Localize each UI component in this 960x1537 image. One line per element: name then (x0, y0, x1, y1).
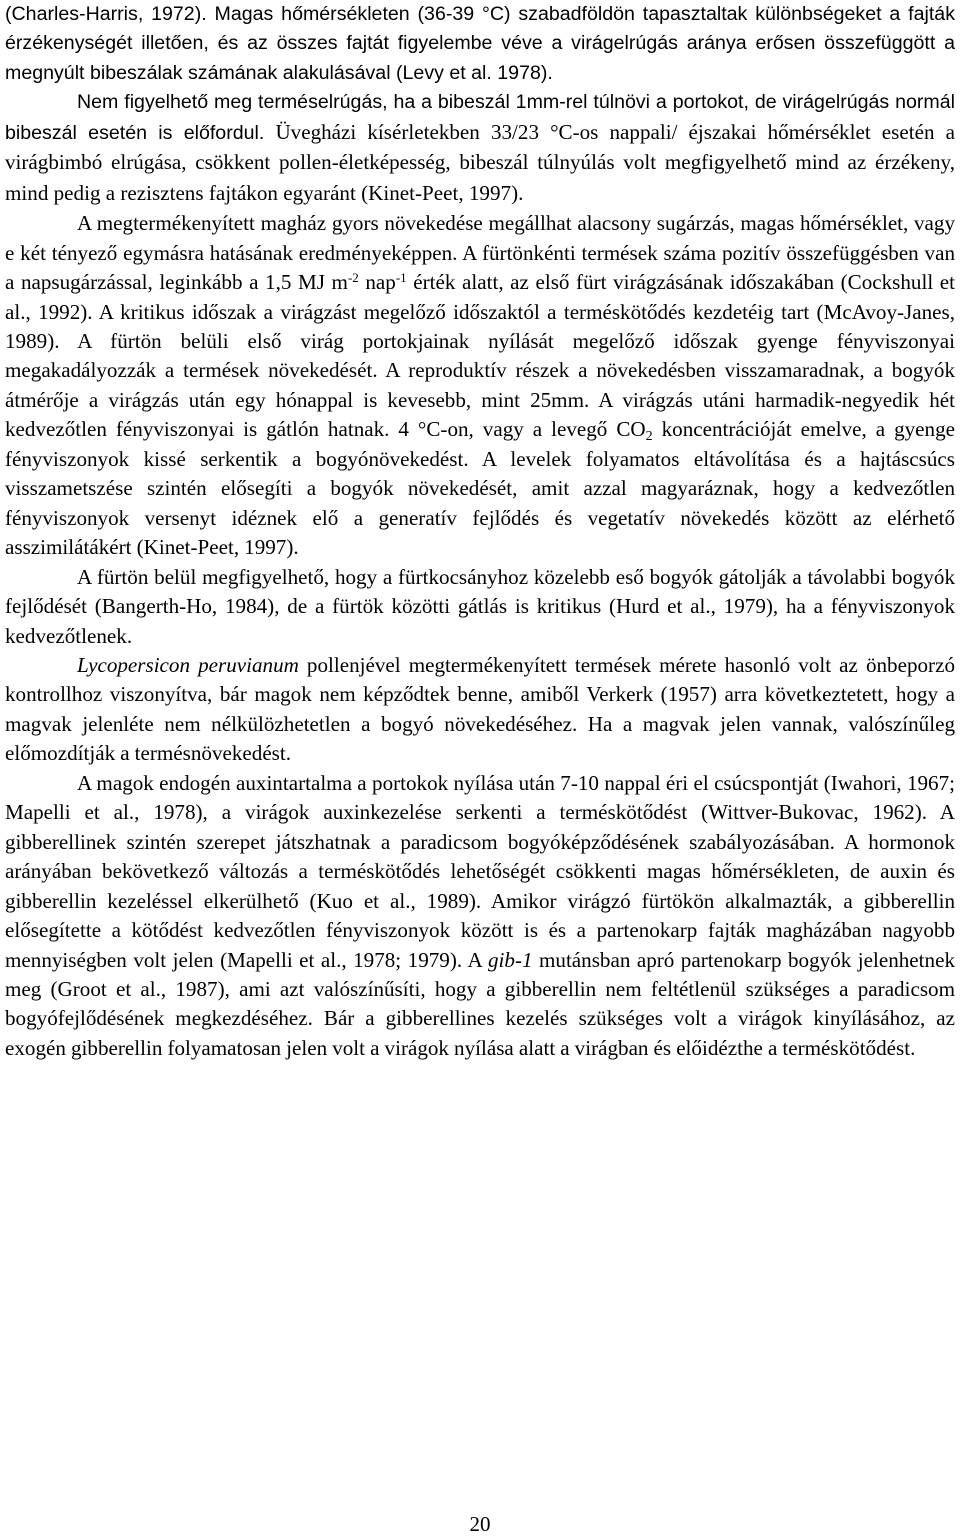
paragraph-6-segment: gib-1 (487, 947, 533, 972)
paragraph-3-segment: nap (358, 270, 396, 295)
paragraph-3-segment: koncentrációját emelve, a gyenge fényviszonyok kissé serkentik a bogyónövekedést. A levelek folyamatos eltávolítása és a hajtáscsúcs visszametszése szintén elősegíti a bogyók növekedését, amit azzal magyaráznak, hogy a kedvezőtlen fényviszonyok versenyt idéznek elő a generatív fejlődés és vegetatív növekedés között az elérhető asszimilátákért (Kinet-Peet, 1997). (5, 417, 955, 560)
paragraph-1-segment: (Charles-Harris, 1972). Magas hőmérsékleten (36-39 °C) szabadföldön tapasztaltak különbségeket a fajták érzékenységét illetően, és az összes fajtát figyelembe véve a virágelrúgás aránya erősen összefüggött a megnyúlt bibeszálak számának alakulásával (Levy et al. 1978). (5, 3, 955, 84)
paragraph-3-segment: A megtermékenyített magház gyors növekedése megállhat alacsony sugárzás, magas hőmérséklet, vagy e két tényező egymásra hatásának eredményeképpen. A fürtönkénti termések száma pozitív összefüggésben van a napsugárzással, leginkább a 1,5 MJ m (5, 211, 955, 295)
paragraph-6-segment: mutánsban apró partenokarp bogyók jelenhetnek meg (Groot et al., 1987), ami azt valószínűsíti, hogy a gibberellin nem feltétlenül szükséges a paradicsom bogyófejlődésének megkezdéséhez. Bár a gibberellines kezelés szükséges volt a virágok kinyílásához, az exogén gibberellin folyamatosan jelen volt a virágok nyílása alatt a virágban és előidézthe a terméskötődést. (5, 947, 955, 1060)
paragraph-5-segment: Lycopersicon peruvianum (77, 652, 299, 677)
paragraph-3-segment: -2 (347, 269, 359, 285)
paragraph-2-segment: Nem figyelhető meg terméselrúgás, ha a bibeszál 1mm-rel túlnövi a portokot, de virágelrúgás normál bibeszál esetén is előfordul. (5, 91, 955, 144)
paragraph-1 (5, 0, 955, 88)
paragraph-3-segment: érték alatt, az első fürt virágzásának időszakában (Cockshull et al., 1992). A kritikus időszak a virágzást megelőző időszaktól a terméskötődés kezdetéig tart (McAvoy-Janes, 1989). A fürtön belüli első virág portokjainak nyílását megelőző időszak gyenge fényviszonyai megakadályozzák a termések növekedését. A reproduktív részek a növekedésben visszamaradnak, a bogyók átmérője a virágzás után egy hónappal is kevesebb, mint 25mm. A virágzás utáni harmadik-negyedik hét kedvezőtlen fényviszonyai is gátlón hatnak. 4 °C-on, vagy a levegő CO (5, 270, 956, 442)
page-body (5, 0, 955, 1063)
paragraph-3 (5, 209, 955, 562)
paragraph-2 (5, 88, 955, 209)
paragraph-3-segment: -1 (395, 269, 407, 285)
paragraph-3-segment: 2 (645, 429, 653, 445)
paragraph-6-segment: A magok endogén auxintartalma a portokok nyílása után 7-10 nappal éri el csúcspontját (Iwahori, 1967; Mapelli et al., 1978), a virágok auxinkezelése serkenti a terméskötődést (Wittver-Bukovac, 1962). A gibberellinek szintén szerepet játszhatnak a paradicsom bogyóképződésének szabályozásában. A hormonok arányában bekövetkező változás a terméskötődés lehetőségét csökkenti magas hőmérsékleten, de auxin és gibberellin kezeléssel elkerülhető (Kuo et al., 1989). Amikor virágzó fürtökön alkalmazták, a gibberellin elősegítette a kötődést kedvezőtlen fényviszonyok között is és a partenokarp fajták magházában nagyobb mennyiségben volt jelen (Mapelli et al., 1978; 1979). A (5, 770, 955, 972)
paragraph-6 (5, 769, 955, 1064)
paragraph-4-segment: A fürtön belül megfigyelhető, hogy a fürtkocsányhoz közelebb eső bogyók gátolják a távolabbi bogyók fejlődését (Bangerth-Ho, 1984), de a fürtök közötti gátlás is kritikus (Hurd et al., 1979), ha a fényviszonyok kedvezőtlenek. (5, 564, 955, 648)
paragraph-2-segment: Üvegházi kísérletekben 33/23 °C-os nappali/ éjszakai hőmérséklet esetén a virágbimbó elrúgása, csökkent pollen-életképesség, bibeszál túlnyúlás volt megfigyelhető mind az érzékeny, mind pedig a rezisztens fajtákon egyaránt (Kinet-Peet, 1997). (5, 119, 955, 205)
paragraph-4 (5, 563, 955, 651)
paragraph-5-segment: pollenjével megtermékenyített termések mérete hasonló volt az önbeporzó kontrollhoz viszonyítva, bár magok nem képződtek benne, amiből Verkerk (1957) arra következtetett, hogy a magvak jelenléte nem nélkülözhetetlen a bogyó növekedéséhez. Ha a magvak jelen vannak, valószínűleg előmozdítják a termésnövekedést. (5, 652, 955, 766)
paragraph-5 (5, 651, 955, 769)
page-number: 20 (469, 1512, 491, 1536)
